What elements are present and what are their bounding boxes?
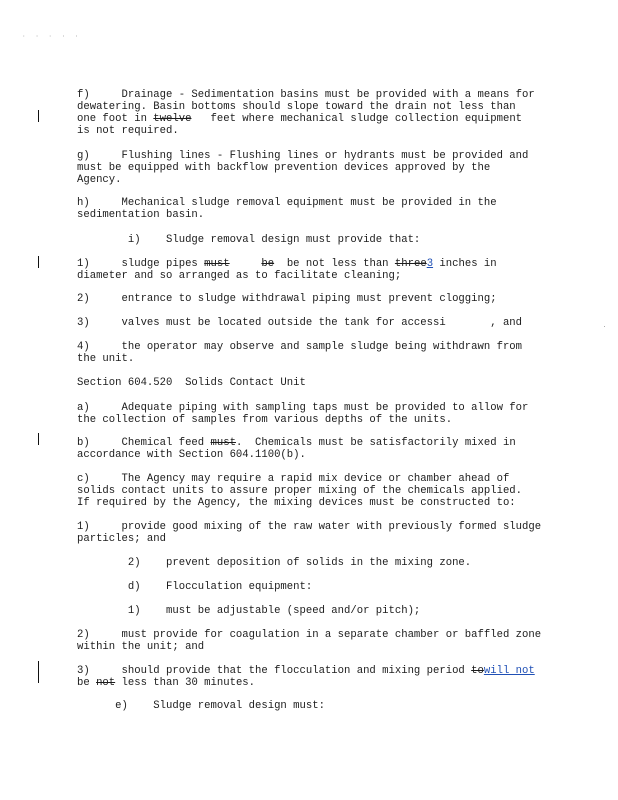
d-item-3-line1: [77, 665, 535, 677]
text-run: [230, 258, 262, 270]
text-run: 3) should provide that the flocculation and mixing period: [77, 665, 472, 677]
section-title: Section 604.520 Solids Contact Unit: [77, 377, 306, 389]
change-bar: [38, 256, 39, 268]
deleted-text: must: [210, 437, 236, 449]
d-item-3-line2: [77, 677, 255, 689]
paragraph-f-line3: [77, 113, 522, 125]
paragraph-f-line2: dewatering. Basin bottoms should slope toward the drain not less than: [77, 101, 516, 113]
scan-artifact: [604, 326, 605, 327]
item-1-line2: diameter and so arranged as to facilitate cleaning;: [77, 270, 402, 282]
deleted-text: to: [471, 665, 484, 677]
paragraph-g-line1: g) Flushing lines - Flushing lines or hydrants must be provided and: [77, 150, 529, 162]
item-4-line2: the unit.: [77, 353, 135, 365]
paragraph-b-line2: accordance with Section 604.1100(b).: [77, 449, 306, 461]
inserted-text: will not: [483, 665, 535, 677]
deleted-text: not: [96, 677, 116, 689]
paragraph-g-line3: Agency.: [77, 174, 122, 186]
paragraph-h-line2: sedimentation basin.: [77, 209, 205, 221]
paragraph-a-line2: the collection of samples from various depths of the units.: [77, 414, 453, 426]
c-item-1-line2: particles; and: [77, 533, 167, 545]
paragraph-c-line2: solids contact units to assure proper mixing of the chemicals applied.: [77, 485, 523, 497]
paragraph-c-line1: c) The Agency may require a rapid mix device or chamber ahead of: [77, 473, 510, 485]
change-bar: [38, 110, 39, 122]
deleted-text: twelve: [153, 113, 192, 125]
paragraph-e: e) Sludge removal design must:: [77, 700, 325, 712]
paragraph-d: d) Flocculation equipment:: [77, 581, 313, 593]
change-bar: [38, 433, 39, 445]
change-bar: [38, 661, 39, 683]
deleted-text: be: [261, 258, 275, 270]
paragraph-b-line1: [77, 437, 516, 449]
item-1-line1: [77, 258, 497, 270]
text-run: one foot in: [77, 113, 154, 125]
c-item-2: 2) prevent deposition of solids in the mixing zone.: [77, 557, 472, 569]
deleted-text: must: [204, 258, 230, 270]
item-4-line1: 4) the operator may observe and sample sludge being withdrawn from: [77, 341, 523, 353]
text-run: inches in: [433, 258, 497, 270]
text-run: 1) sludge pipes: [77, 258, 205, 270]
deleted-text: three: [394, 258, 427, 270]
paragraph-c-line3: If required by the Agency, the mixing devices must be constructed to:: [77, 497, 516, 509]
text-run: be: [77, 677, 97, 689]
text-run: less than 30 minutes.: [115, 677, 256, 689]
paragraph-g-line2: must be equipped with backflow prevention devices approved by the: [77, 162, 491, 174]
header-specks: · · · · ·: [22, 33, 82, 40]
paragraph-i: i) Sludge removal design must provide that:: [77, 234, 421, 246]
paragraph-f-line4: is not required.: [77, 125, 179, 137]
paragraph-a-line1: a) Adequate piping with sampling taps must be provided to allow for: [77, 402, 529, 414]
paragraph-h-line1: h) Mechanical sludge removal equipment must be provided in the: [77, 197, 497, 209]
c-item-1-line1: 1) provide good mixing of the raw water with previously formed sludge: [77, 521, 542, 533]
inserted-text: 3: [426, 258, 434, 270]
item-3: 3) valves must be located outside the tank for accessi , and: [77, 317, 523, 329]
d-item-2-line2: within the unit; and: [77, 641, 205, 653]
d-item-2-line1: 2) must provide for coagulation in a separate chamber or baffled zone: [77, 629, 542, 641]
text-run: be not less than: [274, 258, 395, 270]
text-run: feet where mechanical sludge collection equipment: [191, 113, 523, 125]
paragraph-f-line1: f) Drainage - Sedimentation basins must be provided with a means for: [77, 89, 535, 101]
item-2: 2) entrance to sludge withdrawal piping must prevent clogging;: [77, 293, 497, 305]
d-item-1: 1) must be adjustable (speed and/or pitch);: [77, 605, 421, 617]
text-run: b) Chemical feed: [77, 437, 211, 449]
text-run: . Chemicals must be satisfactorily mixed in: [235, 437, 516, 449]
